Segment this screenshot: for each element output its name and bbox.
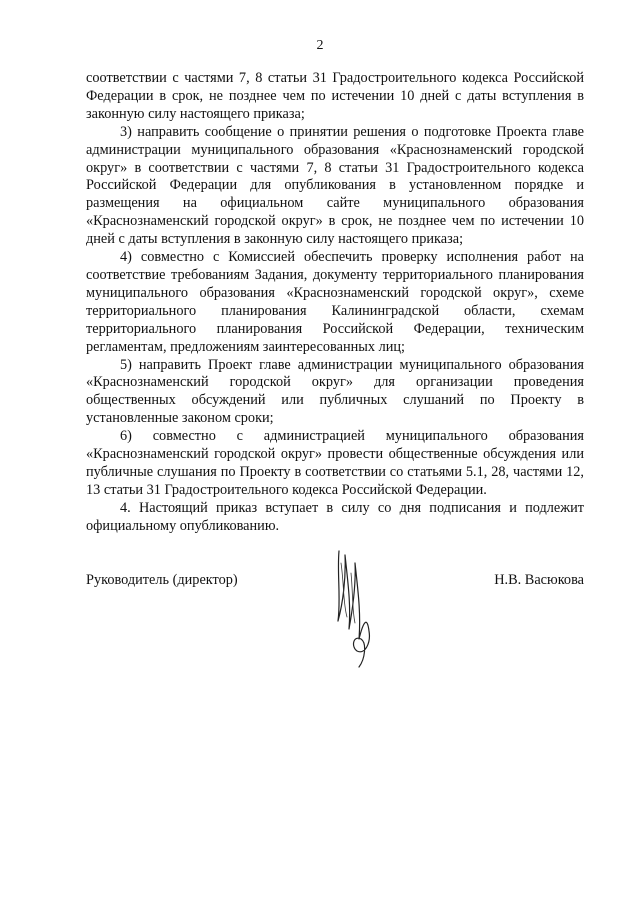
handwritten-signature xyxy=(331,543,379,671)
paragraph-continuation: соответствии с частями 7, 8 статьи 31 Градостроительного кодекса Российской Федерации в срок, не позднее чем по истечении 10 дней с даты вступления в законную силу настоящего приказа; xyxy=(86,70,584,122)
paragraph-clause-4: 4. Настоящий приказ вступает в силу со дня подписания и подлежит официальному опубликованию. xyxy=(86,499,584,534)
paragraph-item-5: 5) направить Проект главе администрации муниципального образования «Краснознаменский городской округ» для организации проведения общественных обсуждений или публичных слушаний по Проекту в установленные законом сроки; xyxy=(86,356,584,427)
signature-block xyxy=(86,543,584,673)
signer-name: Н.В. Васюкова xyxy=(494,572,584,588)
paragraph-item-6: 6) совместно с администрацией муниципального образования «Краснознаменский городской округ» провести общественные обсуждения или публичные слушания по Проекту в соответствии со статьями 5.1, 28, частями 12, 13 статьи 31 Градостроительного кодекса Российской Федерации. xyxy=(86,428,584,498)
paragraph-item-4: 4) совместно с Комиссией обеспечить проверку исполнения работ на соответствие требованиям Задания, документу территориального планирования муниципального образования «Краснознаменский городской округ», схеме территориального планирования Калининградской области, схемам территориального планирования Российской Федерации, техническим регламентам, предложениям заинтересованных лиц; xyxy=(86,249,584,355)
page-number: 2 xyxy=(316,38,324,53)
document-body xyxy=(86,70,584,536)
paragraph-item-3: 3) направить сообщение о принятии решения о подготовке Проекта главе администрации муниципального образования «Краснознаменский городской округ» в соответствии с частями 7, 8 статьи 31 Градостроительного кодекса Российской Федерации для опубликования в установленном порядке и размещения на официальном сайте муниципального образования «Краснознаменский городской округ» в срок, не позднее чем по истечении 10 дней с даты вступления в законную силу настоящего приказа; xyxy=(86,123,584,248)
signer-title: Руководитель (директор) xyxy=(86,572,238,588)
